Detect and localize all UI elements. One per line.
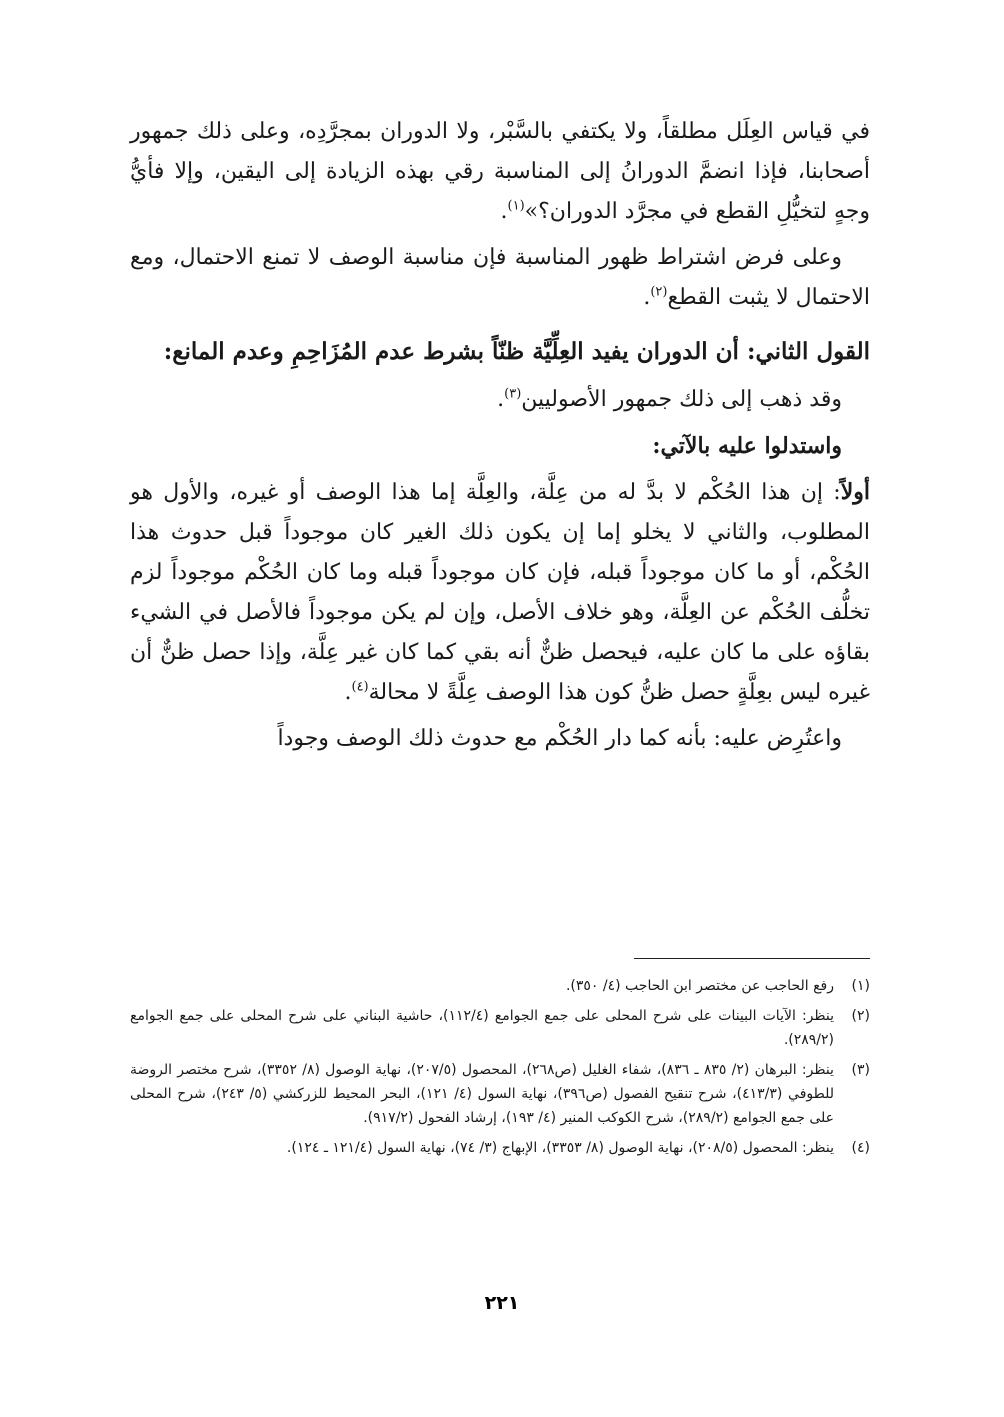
- footnote-text: ينظر: المحصول (٢٠٨/٥)، نهاية الوصول (٨/ ٣٣٥٣)، الإبهاج (٣/ ٧٤)، نهاية السول (١٢١/٤ ـ ١٢٤).: [286, 1140, 834, 1156]
- footnote-number: (٤): [851, 1140, 870, 1156]
- footnote-number: (٣): [851, 1062, 870, 1078]
- footnote-ref-1[interactable]: (١): [507, 198, 525, 214]
- paragraph-4-end: .: [344, 680, 352, 705]
- footnote-ref-3[interactable]: (٣): [504, 386, 522, 402]
- footnote-number: (١): [851, 978, 870, 994]
- section-heading: القول الثاني: أن الدوران يفيد العِلِّيَّة ظنّاً بشرط عدم المُزَاحِمِ وعدم المانع:: [163, 338, 870, 365]
- footnotes: [130, 974, 870, 1166]
- footnote: [130, 1058, 870, 1130]
- footnote-text: رفع الحاجب عن مختصر ابن الحاجب (٤/ ٣٥٠).: [565, 978, 834, 994]
- paragraph-4-text: : إن هذا الحُكْم لا بدَّ له من عِلَّة، والعِلَّة إما هذا الوصف أو غيره، والأول هو المطلوب، والثاني لا يخلو إما إن يكون ذلك الغير كان موجوداً قبل حدوث هذا الحُكْم، أو ما كان موجوداً قبله، فإن كان موجوداً قبله وما كان الحُكْم موجوداً لزم تخلُّف الحُكْم عن العِلَّة، وهو خلاف الأصل، وإن لم يكن موجوداً فالأصل في الشيء بقاؤه على ما كان عليه، فيحصل ظنٌّ أنه بقي كما كان غير عِلَّة، وإذا حصل ظنٌّ أن غيره ليس بعِلَّةٍ حصل ظنُّ كون هذا الوصف عِلَّةً لا محالة: [130, 480, 870, 705]
- footnote-number: (٢): [851, 1008, 870, 1024]
- paragraph-5: [130, 719, 870, 759]
- paragraph-1: [130, 112, 870, 232]
- footnote-separator: [634, 958, 870, 959]
- paragraph-2-end: .: [643, 285, 651, 310]
- footnote: [130, 1136, 870, 1160]
- footnote-ref-2[interactable]: (٢): [650, 284, 668, 300]
- paragraph-3: [130, 380, 870, 420]
- paragraph-4-lead: أولاً: [840, 479, 870, 505]
- paragraph-5-text: واعتُرِض عليه: بأنه كما دار الحُكْم مع حدوث ذلك الوصف وجوداً: [277, 726, 842, 751]
- footnote-text: ينظر: الآيات البينات على شرح المحلى على جمع الجوامع (١١٢/٤)، حاشية البناني على شرح المحلى على جمع الجوامع (٢٨٩/٢).: [130, 1008, 834, 1048]
- page-number: ٢٢١: [484, 1292, 520, 1314]
- footnote-ref-4[interactable]: (٤): [351, 679, 369, 695]
- paragraph-2: [130, 238, 870, 318]
- footnote: [130, 974, 870, 998]
- paragraph-3-text: وقد ذهب إلى ذلك جمهور الأصوليين: [521, 387, 842, 412]
- paragraph-4: [130, 472, 870, 713]
- paragraph-3-end: .: [497, 387, 505, 412]
- paragraph-1-text: في قياس العِلَل مطلقاً، ولا يكتفي بالسَّبْر، ولا الدوران بمجرَّدِه، وعلى ذلك جمهور أصحابنا، فإذا انضمَّ الدورانُ إلى المناسبة رقي بهذه الزيادة إلى اليقين، وإلا فأيُّ وجهٍ لتخيُّلِ القطع في مجرَّد الدوران؟»: [130, 119, 870, 224]
- footnote-text: ينظر: البرهان (٢/ ٨٣٥ ـ ٨٣٦)، شفاء الغليل (ص٢٦٨)، المحصول (٢٠٧/٥)، نهاية الوصول (٨/ ٣٣٥٢)، شرح مختصر الروضة للطوفي (٤١٣/٣)، شرح تنقيح الفصول (ص٣٩٦)، نهاية السول (٤/ ١٢١)، البحر المحيط للزركشي (٥/ ٢٤٣)، شرح المحلى على جمع الجوامع (٢٨٩/٢)، شرح الكوكب المنير (٤/ ١٩٣)، إرشاد الفحول (٩١٧/٢).: [130, 1062, 835, 1126]
- paragraph-1-end: .: [500, 199, 508, 224]
- footnote: [130, 1004, 870, 1052]
- main-text: [130, 112, 870, 759]
- paragraph-2-text: وعلى فرض اشتراط ظهور المناسبة فإن مناسبة الوصف لا تمنع الاحتمال، ومع الاحتمال لا يثبت القطع: [130, 245, 870, 310]
- subheading: واستدلوا عليه بالآتي:: [652, 433, 842, 459]
